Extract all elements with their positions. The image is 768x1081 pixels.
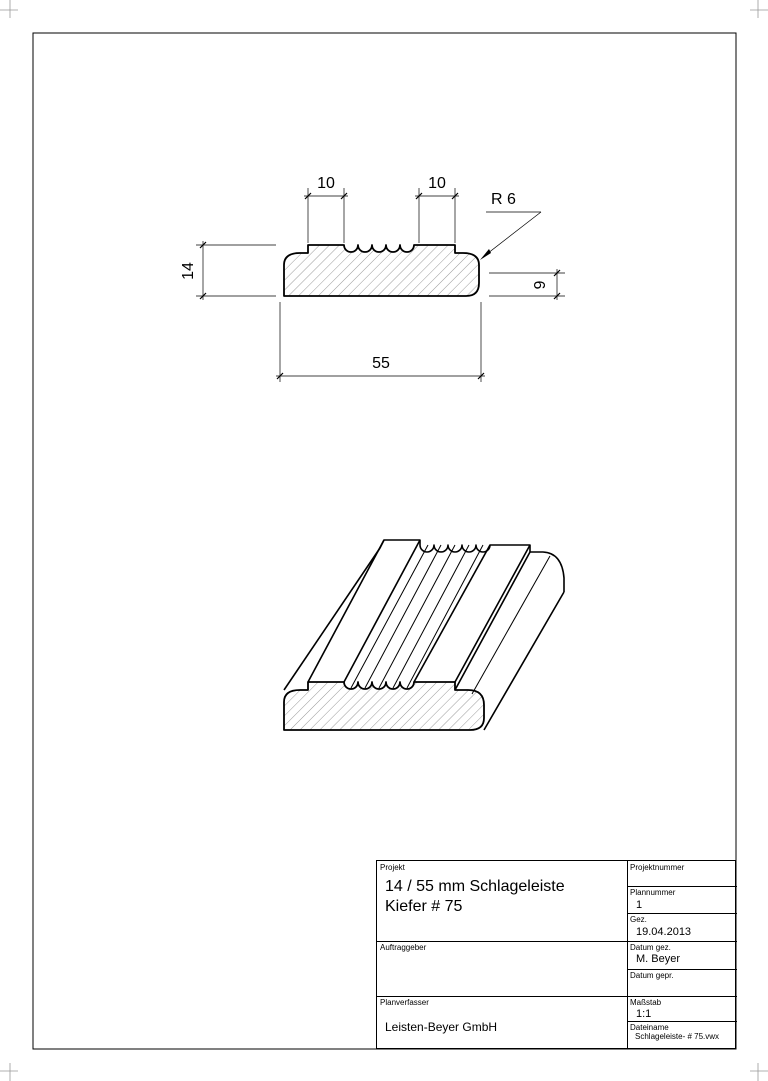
cell-datum-gez <box>627 941 737 969</box>
iso-edge <box>365 545 441 688</box>
iso-edge <box>414 545 490 682</box>
dim-label-edge: 6 <box>530 280 547 290</box>
cell-plannummer <box>627 886 737 913</box>
cell-dateiname <box>627 1021 737 1050</box>
datum-gepr-label: Datum gepr. <box>630 971 674 980</box>
cell-projekt <box>377 861 627 941</box>
datum-gez-label: Datum gez. <box>630 943 671 952</box>
cell-datum-gepr <box>627 969 737 996</box>
planverfasser-label: Planverfasser <box>380 998 429 1007</box>
plannummer-value: 1 <box>636 899 643 911</box>
iso-edge <box>484 592 564 730</box>
auftraggeber-label: Auftraggeber <box>380 943 427 952</box>
iso-front-section <box>284 682 484 730</box>
iso-edge <box>344 540 420 682</box>
radius-leader <box>480 212 541 260</box>
title-block <box>376 860 736 1049</box>
planverfasser-value: Leisten-Beyer GmbH <box>385 1020 498 1034</box>
iso-edge <box>455 545 530 682</box>
massstab-label: Maßstab <box>630 998 662 1007</box>
iso-edge <box>472 556 550 694</box>
cell-planverfasser <box>377 996 627 1050</box>
project-title-line1: 14 / 55 mm Schlageleiste <box>385 878 565 895</box>
dimension-groove-right <box>415 188 459 243</box>
dimension-groove-left <box>304 188 348 243</box>
iso-edge <box>284 548 380 690</box>
dim-label-radius: R 6 <box>491 191 516 208</box>
massstab-value: 1:1 <box>636 1008 652 1020</box>
dim-label-groove-right: 10 <box>428 175 446 192</box>
dateiname-label: Dateiname <box>630 1023 669 1032</box>
plannummer-label: Plannummer <box>630 888 676 897</box>
dim-label-height: 14 <box>180 262 197 280</box>
project-title-line2: Kiefer # 75 <box>385 898 463 915</box>
datum-gez-value: M. Beyer <box>636 953 681 965</box>
iso-edge <box>308 540 384 682</box>
cell-auftraggeber <box>377 941 627 996</box>
iso-edge <box>393 545 469 688</box>
isometric-view <box>284 540 564 730</box>
dateiname-value: Schlageleiste- # 75.vwx <box>635 1032 720 1041</box>
profile-section <box>284 245 479 296</box>
iso-edge <box>407 545 483 688</box>
dimension-edge <box>489 269 565 300</box>
gez-label: Gez. <box>630 915 647 924</box>
cell-gez <box>627 913 737 941</box>
cross-section-view <box>180 175 565 382</box>
projektnummer-label: Projektnummer <box>630 863 685 872</box>
cell-projektnummer <box>627 861 737 886</box>
gez-value: 19.04.2013 <box>636 926 692 938</box>
dimension-height <box>196 241 276 300</box>
projekt-label: Projekt <box>380 863 405 872</box>
dim-label-groove-left: 10 <box>317 175 335 192</box>
dim-label-width: 55 <box>372 355 390 372</box>
cell-massstab <box>627 996 737 1021</box>
